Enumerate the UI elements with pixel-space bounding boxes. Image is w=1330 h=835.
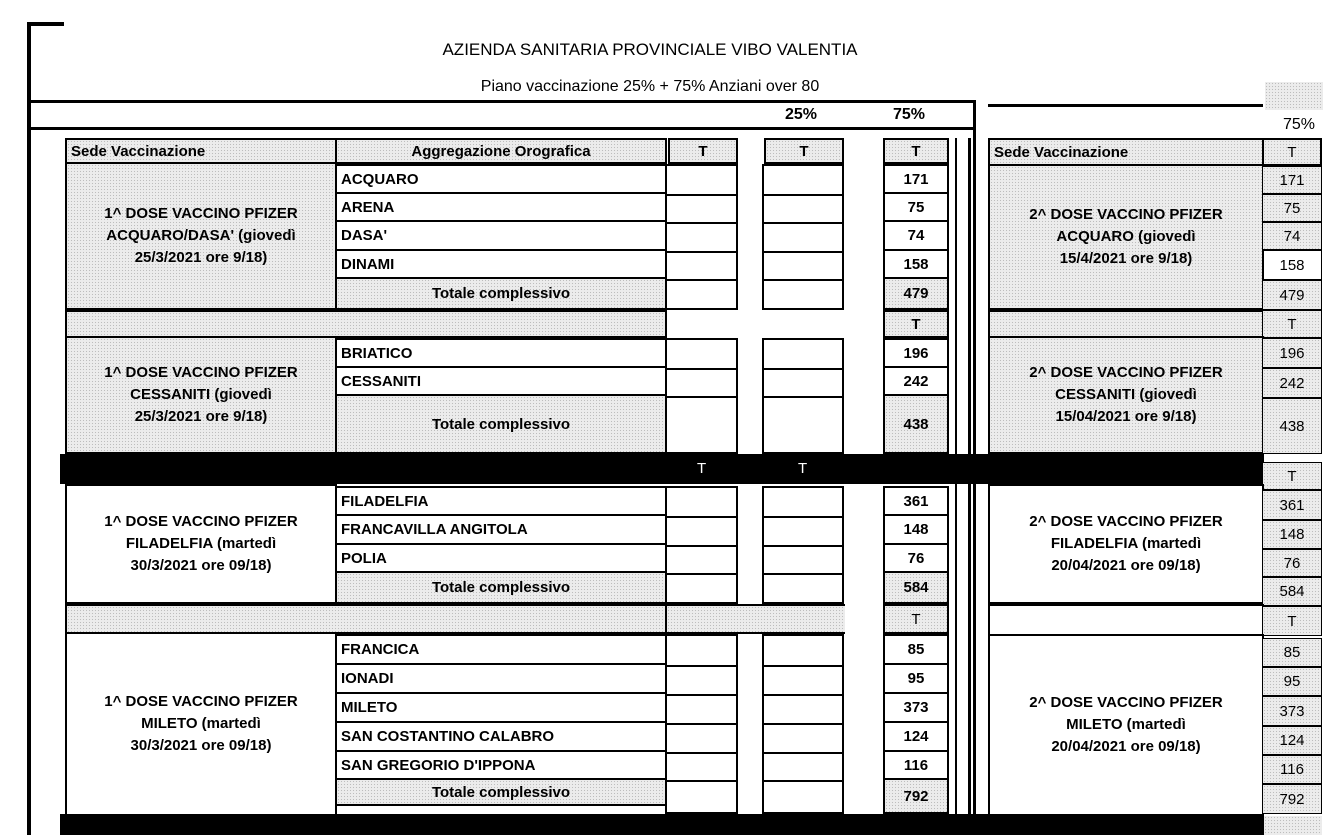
sede-line: CESSANITI (giovedì [1055,386,1197,403]
total-value: 792 [883,778,949,814]
t-value: 196 [883,338,949,368]
right-t-value: 95 [1262,667,1322,696]
band-t-label: T [798,460,808,477]
spacer-row [667,604,845,634]
t1-empty-cells [665,486,738,604]
sede-line: 20/04/2021 ore 09/18) [1051,557,1201,574]
right-t-header: T [1262,310,1322,338]
comune-cell: ACQUARO [335,164,667,194]
right-t-value: 196 [1262,338,1322,368]
col-header-t1: T [668,138,738,164]
total-label: Totale complessivo [335,571,667,604]
t-value: 124 [883,721,949,752]
right-t-value: 148 [1262,520,1322,549]
sede-first-dose [65,632,337,816]
t-header: T [883,310,949,338]
t-value: 373 [883,692,949,723]
t1-empty-cells [665,338,738,454]
spacer-row [65,310,667,338]
t-value: 85 [883,634,949,665]
right-t-value: 124 [1262,726,1322,755]
right-col-header-sede: Sede Vaccinazione [988,138,1264,166]
right-col-header-t: T [1262,138,1322,166]
sede-line: 15/4/2021 ore 9/18) [1059,250,1193,267]
right-t-value: 373 [1262,696,1322,726]
right-total-value: 479 [1262,280,1322,310]
t-value: 76 [883,543,949,573]
right-t-header: T [1262,462,1322,490]
t-value: 171 [883,164,949,194]
right-t-value: 361 [1262,490,1322,520]
total-label: Totale complessivo [335,778,667,806]
t1-empty-cells [665,634,738,814]
sede-line: MILETO (martedì [141,715,261,732]
col-header-t3: T [883,138,949,164]
comune-cell: FRANCICA [335,634,667,665]
spacer-row [65,604,667,634]
sede-first-dose [65,484,337,604]
sede-line: 30/3/2021 ore 09/18) [130,737,272,754]
right-t-value: 116 [1262,755,1322,784]
comune-cell: FRANCAVILLA ANGITOLA [335,514,667,545]
t1-empty-cells [665,164,738,310]
right-t-value: 74 [1262,222,1322,250]
t-value: 242 [883,366,949,396]
t-value: 95 [883,663,949,694]
sede-line: ACQUARO (giovedì [1056,228,1196,245]
col-header-sede: Sede Vaccinazione [65,138,337,164]
sede-line: CESSANITI (giovedì [130,386,272,403]
sede-line: 2^ DOSE VACCINO PFIZER [1029,364,1223,381]
comune-cell: ARENA [335,192,667,222]
comune-cell: MILETO [335,692,667,723]
right-t-header: T [1262,606,1322,636]
pct-header-row [28,103,973,130]
sede-line: 2^ DOSE VACCINO PFIZER [1029,694,1223,711]
sede-second-dose [988,634,1264,816]
sede-line: FILADELFIA (martedì [125,535,277,552]
sede-line: 15/04/2021 ore 9/18) [1055,408,1197,425]
t2-empty-cells [762,164,844,310]
comune-cell: CESSANITI [335,366,667,396]
total-label: Totale complessivo [335,394,667,454]
document-title: AZIENDA SANITARIA PROVINCIALE VIBO VALENTIA [442,40,858,59]
t-value: 158 [883,249,949,279]
pct-75-label: 75% [893,106,926,123]
right-t-value: 158 [1262,250,1322,280]
sede-line: 2^ DOSE VACCINO PFIZER [1029,513,1223,530]
right-total-value: 792 [1262,784,1322,814]
sede-first-dose [65,162,337,310]
right-total-value: 438 [1262,398,1322,454]
sede-line: 1^ DOSE VACCINO PFIZER [104,364,298,381]
comune-cell: IONADI [335,663,667,694]
sede-first-dose [65,336,337,454]
sede-second-dose [988,336,1264,454]
sede-line: 1^ DOSE VACCINO PFIZER [104,513,298,530]
band-t-label: T [697,460,707,477]
sede-line: ACQUARO/DASA' (giovedì [106,227,296,244]
t2-empty-cells [762,486,844,604]
corner-shade [1265,82,1323,110]
comune-cell: DASA' [335,220,667,251]
sede-line: 1^ DOSE VACCINO PFIZER [104,693,298,710]
corner-shade [1264,816,1322,835]
right-total-value: 584 [1262,577,1322,606]
t-value: 361 [883,486,949,516]
sede-line: 1^ DOSE VACCINO PFIZER [104,205,298,222]
right-table-top-line [988,104,1263,107]
total-value: 584 [883,571,949,604]
comune-cell: DINAMI [335,249,667,279]
sede-line: FILADELFIA (martedì [1050,535,1202,552]
t-value: 148 [883,514,949,545]
t-value: 74 [883,220,949,251]
right-pct-75-label: 75% [1283,116,1316,133]
document-subtitle: Piano vaccinazione 25% + 75% Anziani over 80 [480,78,820,95]
corner-bracket [27,22,64,26]
comune-cell: SAN GREGORIO D'IPPONA [335,750,667,780]
total-label: Totale complessivo [335,277,667,310]
t2-empty-cells [762,338,844,454]
sede-second-dose [988,484,1264,604]
t-value: 75 [883,192,949,222]
sede-line: 20/04/2021 ore 09/18) [1051,738,1201,755]
sede-line: 25/3/2021 ore 9/18) [134,249,268,266]
comune-cell: BRIATICO [335,338,667,368]
pct-25-label: 25% [785,106,818,123]
total-value: 479 [883,277,949,310]
comune-cell: SAN COSTANTINO CALABRO [335,721,667,752]
right-t-value: 242 [1262,368,1322,398]
right-t-value: 85 [1262,638,1322,667]
right-spacer-row [988,310,1264,338]
col-header-t2: T [764,138,844,164]
right-t-value: 76 [1262,549,1322,577]
comune-cell: FILADELFIA [335,486,667,516]
col-header-aggregazione: Aggregazione Orografica [335,138,667,164]
total-value: 438 [883,394,949,454]
sede-line: 2^ DOSE VACCINO PFIZER [1029,206,1223,223]
sede-line: 25/3/2021 ore 9/18) [134,408,268,425]
sede-second-dose [988,164,1264,310]
sede-line: MILETO (martedì [1066,716,1186,733]
sede-line: 30/3/2021 ore 09/18) [130,557,272,574]
comune-cell: POLIA [335,543,667,573]
black-band [60,454,1264,484]
right-t-value: 171 [1262,166,1322,194]
black-band-bottom [60,814,1264,835]
right-spacer-row [988,604,1264,636]
right-t-value: 75 [1262,194,1322,222]
t2-empty-cells [762,634,844,814]
t-value: 116 [883,750,949,780]
t-header: T [883,604,949,634]
